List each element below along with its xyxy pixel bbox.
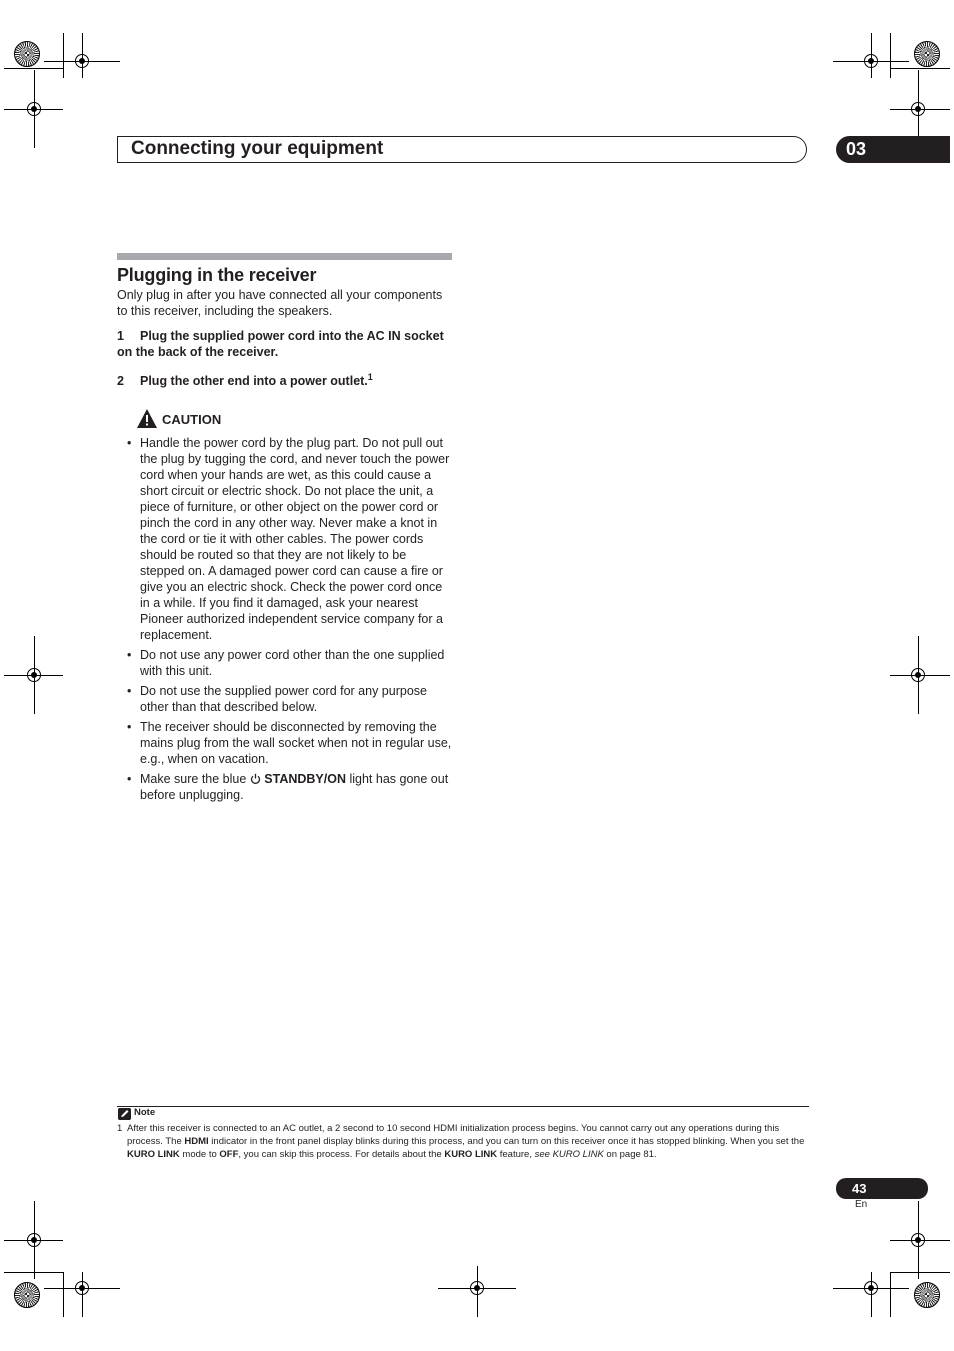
registration-dial-icon	[14, 41, 40, 67]
registration-dial-icon	[914, 41, 940, 67]
footnote-text: After this receiver is connected to an AC outlet, a 2 second to 10 second HDMI initialization process begins. You cannot carry out any operations during this process. The HDMI indicator in the front panel display blinks during this process, and you can turn on this receiver once it has stopped blinking. When you set the KURO LINK mode to OFF, you can skip this process. For details about the KURO LINK feature, see KURO LINK on page 81.	[127, 1123, 805, 1160]
page-number: 43	[836, 1178, 928, 1199]
step-number: 1	[117, 329, 124, 343]
chapter-number: 03	[836, 136, 950, 163]
registration-target-icon	[27, 102, 41, 116]
section-rule	[117, 253, 452, 260]
registration-target-icon	[911, 102, 925, 116]
registration-target-icon	[75, 1281, 89, 1295]
footnote-number: 1	[117, 1123, 123, 1134]
standby-on-label: STANDBY/ON	[264, 772, 346, 786]
registration-target-icon	[911, 668, 925, 682]
registration-target-icon	[27, 1233, 41, 1247]
footnote	[117, 1122, 809, 1161]
list-item-text: The receiver should be disconnected by removing the mains plug from the wall socket when not in regular use, e.g., when on vacation.	[140, 720, 452, 766]
warning-triangle-icon	[136, 408, 158, 430]
step-text: Plug the supplied power cord into the AC IN socket on the back of the receiver.	[117, 329, 444, 359]
list-item: • Handle the power cord by the plug part. Do not pull out the plug by tugging the cord, and never touch the power cord when your hands are wet, as this could cause a short circuit or electric shock. Do not place the unit, a piece of furniture, or other object on the power cord or pinch the cord in any other way. Never make a knot in the cord or tie it with other cables. The power cords should be routed so that they are not likely to be stepped on. A damaged power cord can cause a fire or give you an electric shock. Check the power cord once in a while. If you find it damaged, ask your nearest Pioneer authorized independent service company for a replacement.	[127, 436, 450, 642]
footnote-ref: 1	[367, 371, 373, 382]
registration-dial-icon	[914, 1282, 940, 1308]
list-item-text: Do not use any power cord other than the one supplied with this unit.	[140, 648, 445, 678]
note-label: Note	[134, 1107, 156, 1118]
registration-target-icon	[470, 1281, 484, 1295]
step-text: Plug the other end into a power outlet.	[140, 374, 368, 388]
list-item-text-prefix: Make sure the blue	[140, 772, 250, 786]
caution-list	[127, 435, 452, 807]
registration-target-icon	[27, 668, 41, 682]
list-item: • Make sure the blue STANDBY/ON light has gone out before unplugging.	[127, 772, 449, 802]
page-language: En	[855, 1199, 868, 1210]
chapter-title: Connecting your equipment	[131, 138, 384, 159]
step-2	[117, 373, 452, 389]
section-title: Plugging in the receiver	[117, 265, 317, 285]
list-item: • Do not use any power cord other than the one supplied with this unit.	[127, 648, 445, 678]
power-icon	[250, 773, 261, 784]
step-number: 2	[117, 374, 124, 388]
list-item-text-suffix: light has gone out before unplugging.	[140, 772, 449, 802]
registration-target-icon	[911, 1233, 925, 1247]
note-rule	[117, 1106, 809, 1107]
registration-target-icon	[864, 1281, 878, 1295]
registration-target-icon	[864, 54, 878, 68]
list-item-text: Handle the power cord by the plug part. Do not pull out the plug by tugging the cord, and never touch the power cord when your hands are wet, as this could cause a short circuit or electric shock. Do not place the unit, a piece of furniture, or other object on the power cord or pinch the cord in any other way. Never make a knot in the cord or tie it with other cables. The power cords should be routed so that they are not likely to be stepped on. A damaged power cord can cause a fire or give you an electric shock. Check the power cord once in a while. If you find it damaged, ask your nearest Pioneer authorized independent service company for a replacement.	[140, 436, 450, 642]
step-1	[117, 328, 452, 360]
registration-dial-icon	[14, 1282, 40, 1308]
list-item: • The receiver should be disconnected by removing the mains plug from the wall socket when not in regular use, e.g., when on vacation.	[127, 720, 452, 766]
registration-target-icon	[75, 54, 89, 68]
list-item-text: Do not use the supplied power cord for any purpose other than that described below.	[140, 684, 427, 714]
section-intro: Only plug in after you have connected all your components to this receiver, including the speakers.	[117, 288, 443, 318]
note-pencil-icon	[118, 1108, 131, 1120]
caution-label: CAUTION	[162, 412, 222, 427]
list-item: • Do not use the supplied power cord for any purpose other than that described below.	[127, 684, 427, 714]
